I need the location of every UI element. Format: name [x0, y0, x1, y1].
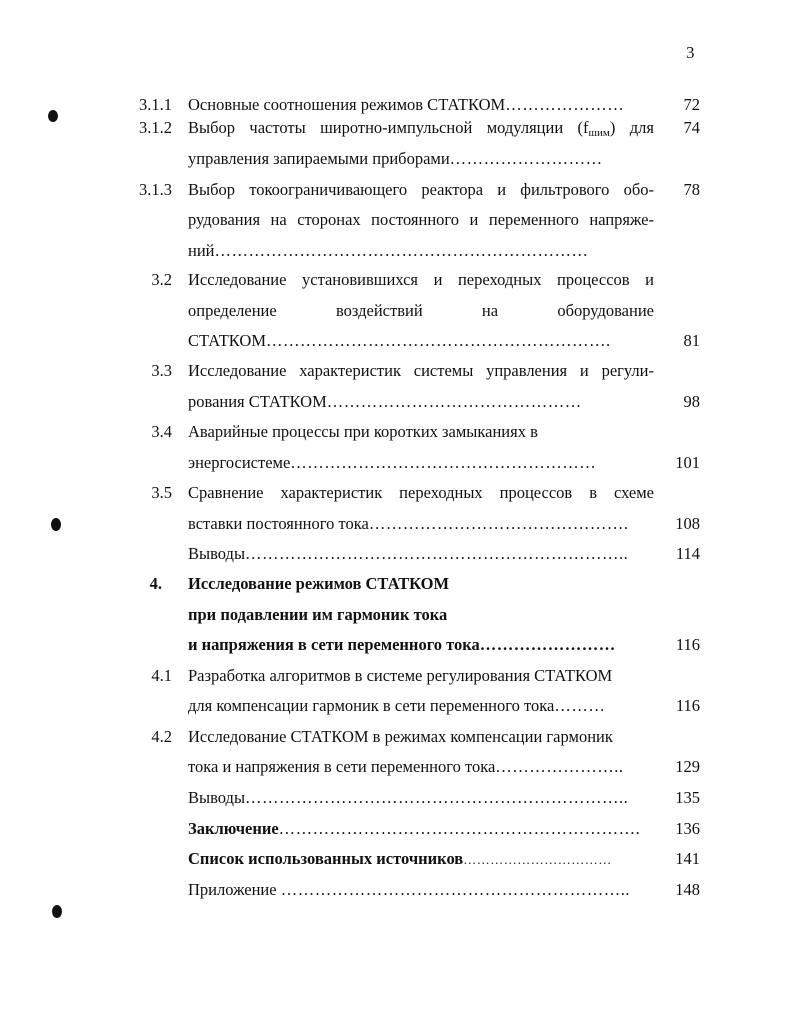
toc-entry — [0, 418, 799, 446]
toc-title: Сравнение характеристик переходных процессов в схеме — [188, 483, 654, 502]
toc-entry-continuation — [0, 388, 799, 416]
toc-entry-continuation — [0, 692, 799, 720]
toc-entry — [0, 876, 799, 904]
toc-number: 4.1 — [151, 666, 172, 685]
toc-number: 3.1.2 — [139, 118, 172, 137]
toc-entry — [0, 815, 799, 843]
toc-entry-continuation — [0, 510, 799, 538]
toc-leader: ………………… — [505, 95, 625, 114]
toc-entry-continuation — [0, 327, 799, 355]
toc-title: управления запираемыми приборами — [188, 149, 450, 168]
toc-title: Исследование режимов СТАТКОМ — [188, 574, 450, 593]
toc-leader: ………………………………………. — [368, 514, 629, 533]
toc-title: Разработка алгоритмов в системе регулирования СТАТКОМ — [188, 666, 613, 685]
toc-page: 74 — [683, 118, 700, 137]
toc-page: 116 — [675, 635, 700, 654]
toc-leader: ………………………………………………………. — [278, 819, 641, 838]
toc-entry-continuation — [0, 237, 799, 265]
toc-title: рудования на сторонах постоянного и переменного напряже- — [188, 210, 654, 229]
toc-leader: ……………………………………………… — [290, 453, 597, 472]
toc-entry-continuation — [0, 449, 799, 477]
toc-entry — [0, 176, 799, 204]
toc-title: Исследование установившихся и переходных процессов и — [188, 270, 654, 289]
toc-page: 81 — [683, 331, 700, 350]
toc-number: 3.3 — [151, 361, 172, 380]
toc-page: 72 — [683, 95, 700, 114]
toc-leader: …………………………… — [463, 852, 612, 867]
toc-leader: …………………… — [479, 635, 616, 654]
toc-title: Выводы — [188, 788, 246, 807]
toc-entry — [0, 784, 799, 812]
toc-page: 136 — [675, 819, 700, 838]
toc-entry — [0, 357, 799, 385]
toc-leader: ………………………………………………………… — [214, 241, 589, 260]
toc-title: СТАТКОМ — [188, 331, 266, 350]
toc-entry — [0, 266, 799, 294]
toc-leader: ……………………………………………………. — [266, 331, 611, 350]
toc-number: 3.1.1 — [139, 95, 172, 114]
toc-title: рования СТАТКОМ — [188, 392, 327, 411]
toc-page: 101 — [675, 453, 700, 472]
toc-page: 116 — [675, 696, 700, 715]
toc-entry-continuation — [0, 297, 799, 325]
toc-page: 148 — [675, 880, 700, 899]
toc-leader: ……………………………………… — [326, 392, 582, 411]
toc-title: Приложение — [188, 880, 277, 899]
toc-title: ний — [188, 241, 215, 260]
toc-entry-continuation — [0, 206, 799, 234]
toc-page: 141 — [675, 849, 700, 868]
page-number: 3 — [686, 43, 695, 62]
toc-entry-continuation — [0, 631, 799, 659]
toc-leader: ………………….. — [495, 757, 624, 776]
toc-entry — [0, 723, 799, 751]
toc-page: 129 — [675, 757, 700, 776]
toc-leader: ……… — [554, 696, 606, 715]
toc-title: Основные соотношения режимов СТАТКОМ — [188, 95, 506, 114]
toc-leader: …………………………………………………….. — [280, 880, 630, 899]
toc-entry — [0, 845, 799, 873]
toc-page: 78 — [683, 180, 700, 199]
toc-title: энергосистеме — [188, 453, 291, 472]
toc-title: для компенсации гармоник в сети переменного тока — [188, 696, 555, 715]
toc-title: Выбор токоограничивающего реактора и фильтрового обо- — [188, 180, 654, 199]
toc-title: Исследование СТАТКОМ в режимах компенсации гармоник — [188, 727, 613, 746]
toc-page: 108 — [675, 514, 700, 533]
toc-number: 4. — [149, 574, 162, 593]
toc-entry — [0, 479, 799, 507]
toc-title: Выбор частоты широтно-импульсной модуляции $(f_{шим})$ для — [188, 118, 654, 139]
toc-title: вставки постоянного тока — [188, 514, 369, 533]
toc-title: и напряжения в сети переменного тока — [188, 635, 480, 654]
toc-entry — [0, 540, 799, 568]
toc-number: 3.2 — [151, 270, 172, 289]
toc-entry-continuation — [0, 753, 799, 781]
margin-mark — [52, 905, 62, 918]
toc-title: определение воздействий на оборудование — [188, 301, 654, 320]
toc-title: при подавлении им гармоник тока — [188, 605, 448, 624]
toc-page: 135 — [675, 788, 700, 807]
toc-entry — [0, 662, 799, 690]
toc-number: 3.1.3 — [139, 180, 172, 199]
toc-leader: ………………………………………………………….. — [245, 544, 629, 563]
toc-page: 98 — [683, 392, 700, 411]
toc-title: Исследование характеристик системы управления и регули- — [188, 361, 654, 380]
toc-page: 114 — [675, 544, 700, 563]
toc-number: 4.2 — [151, 727, 172, 746]
toc-title: Заключение — [188, 819, 279, 838]
toc-title: Выводы — [188, 544, 246, 563]
toc-entry-continuation — [0, 601, 799, 629]
toc-title: Список использованных источников — [188, 849, 464, 868]
toc-leader: ………………………………………………………….. — [245, 788, 629, 807]
toc-title: тока и напряжения в сети переменного тока — [188, 757, 496, 776]
toc-chapter-entry — [0, 570, 799, 598]
toc-entry-continuation — [0, 145, 799, 173]
toc-leader: ……………………… — [449, 149, 603, 168]
toc-number: 3.4 — [151, 422, 172, 441]
toc-number: 3.5 — [151, 483, 172, 502]
toc-title: Аварийные процессы при коротких замыканиях в — [188, 422, 538, 441]
toc-entry — [0, 114, 799, 142]
